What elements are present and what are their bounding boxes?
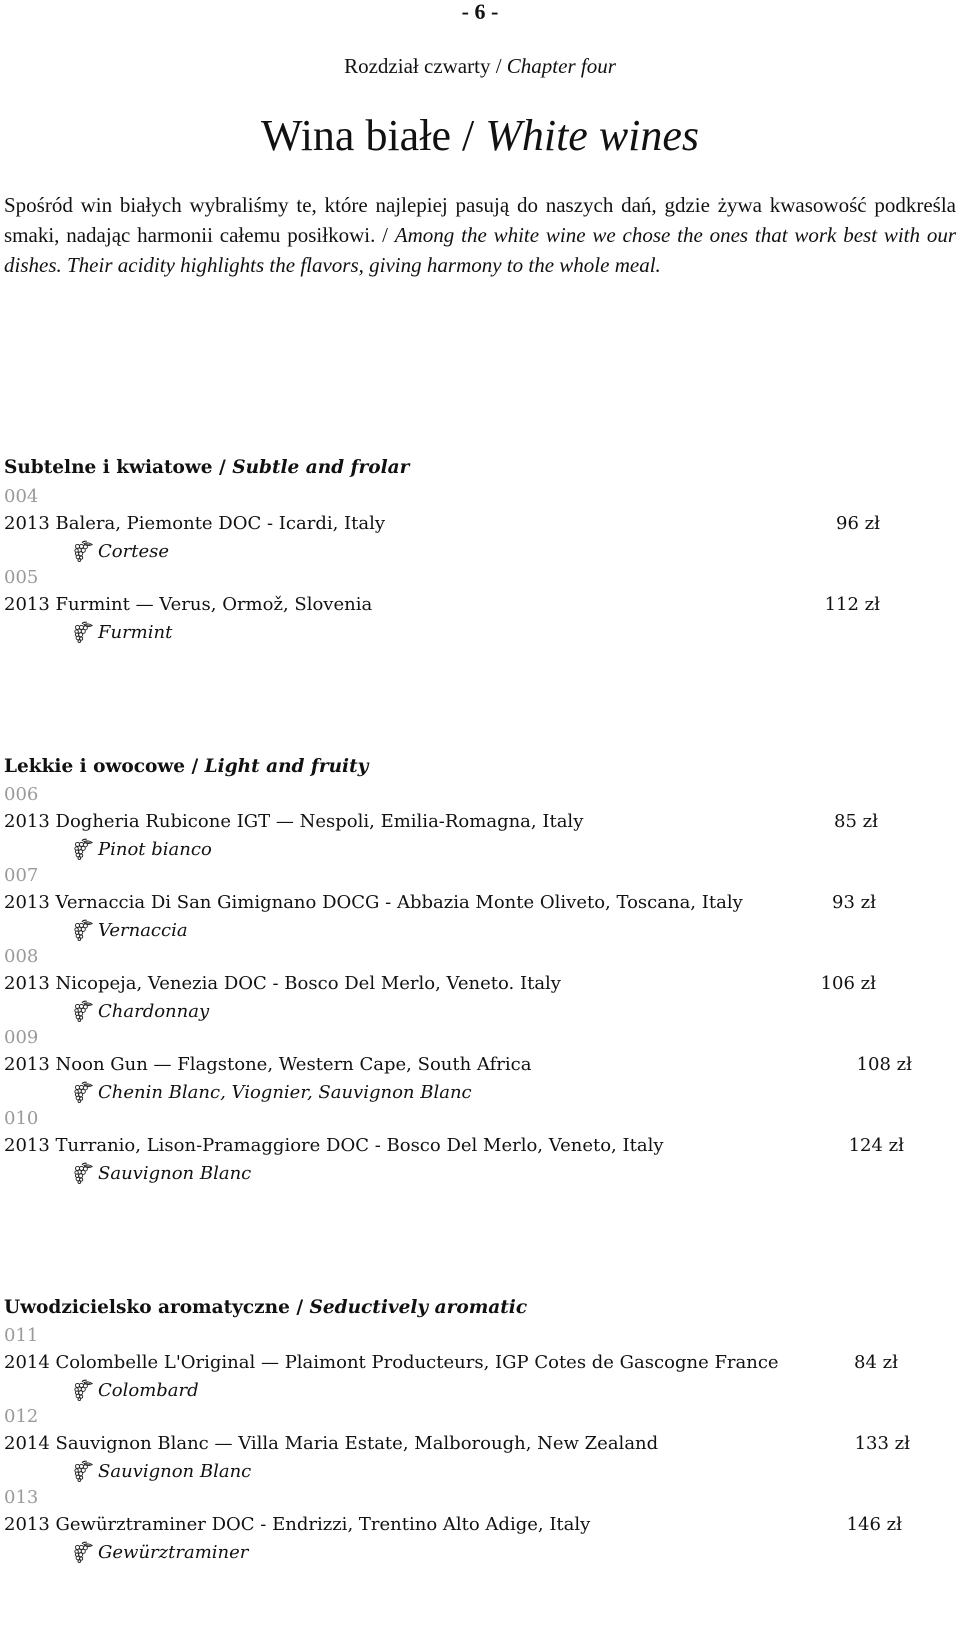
wine-name: 2013 Balera, Piemonte DOC - Icardi, Italy xyxy=(4,513,386,534)
wine-name: 2013 Gewürztraminer DOC - Endrizzi, Trentino Alto Adige, Italy xyxy=(4,1514,591,1535)
section-heading-subtle xyxy=(4,457,409,478)
wine-code: 010 xyxy=(4,1108,39,1129)
grape-variety xyxy=(72,1081,472,1103)
wine-code: 004 xyxy=(4,486,39,507)
grape-cluster-icon xyxy=(72,1081,94,1103)
grape-cluster-icon xyxy=(72,1460,94,1482)
wine-code: 013 xyxy=(4,1487,39,1508)
wine-code: 006 xyxy=(4,784,39,805)
grape-cluster-icon xyxy=(72,540,94,562)
section-heading-light xyxy=(4,756,368,777)
grape-cluster-icon xyxy=(72,838,94,860)
intro-paragraph xyxy=(4,190,956,280)
wine-name: 2013 Dogheria Rubicone IGT — Nespoli, Emilia-Romagna, Italy xyxy=(4,811,584,832)
wine-price: 108 zł xyxy=(856,1054,912,1075)
grape-variety xyxy=(72,1541,248,1563)
chapter-en: Chapter four xyxy=(506,54,616,78)
grape-label: Cortese xyxy=(98,540,169,562)
grape-variety xyxy=(72,1162,251,1184)
grape-variety xyxy=(72,838,212,860)
wine-code: 011 xyxy=(4,1325,39,1346)
wine-price: 93 zł xyxy=(832,892,876,913)
wine-code: 009 xyxy=(4,1027,39,1048)
wine-price: 146 zł xyxy=(846,1514,902,1535)
wine-code: 007 xyxy=(4,865,39,886)
wine-code: 012 xyxy=(4,1406,39,1427)
intro-pl: Spośród win białych wybraliśmy te, które najlepiej pasują do naszych dań, gdzie żywa kwasowość podkreśla smaki, nadając harmonii całemu posiłkowi. / xyxy=(4,193,956,247)
wine-code: 005 xyxy=(4,567,39,588)
grape-cluster-icon xyxy=(72,1379,94,1401)
grape-label: Chenin Blanc, Viognier, Sauvignon Blanc xyxy=(98,1081,472,1103)
grape-label: Chardonnay xyxy=(98,1000,210,1022)
wine-price: 106 zł xyxy=(820,973,876,994)
chapter-heading xyxy=(0,54,960,79)
wine-price: 133 zł xyxy=(854,1433,910,1454)
section-heading-en: Seductively aromatic xyxy=(309,1297,528,1318)
wine-name: 2013 Turranio, Lison-Pramaggiore DOC - Bosco Del Merlo, Veneto, Italy xyxy=(4,1135,664,1156)
wine-name: 2013 Vernaccia Di San Gimignano DOCG - Abbazia Monte Oliveto, Toscana, Italy xyxy=(4,892,743,913)
grape-cluster-icon xyxy=(72,1162,94,1184)
grape-variety xyxy=(72,1460,251,1482)
section-heading-pl: Subtelne i kwiatowe / xyxy=(4,457,233,478)
page-number: - 6 - xyxy=(461,0,499,24)
grape-variety xyxy=(72,621,172,643)
grape-cluster-icon xyxy=(72,621,94,643)
grape-label: Sauvignon Blanc xyxy=(98,1460,252,1482)
grape-variety xyxy=(72,1379,199,1401)
page-title xyxy=(0,110,960,162)
section-heading-en: Subtle and frolar xyxy=(232,457,410,478)
grape-label: Colombard xyxy=(98,1379,199,1401)
grape-cluster-icon xyxy=(72,919,94,941)
wine-code: 008 xyxy=(4,946,39,967)
section-heading-pl: Lekkie i owocowe / xyxy=(4,756,205,777)
wine-name: 2014 Sauvignon Blanc — Villa Maria Estate, Malborough, New Zealand xyxy=(4,1433,659,1454)
wine-price: 124 zł xyxy=(848,1135,904,1156)
grape-label: Furmint xyxy=(98,621,173,643)
wine-name: 2013 Noon Gun — Flagstone, Western Cape, South Africa xyxy=(4,1054,532,1075)
section-heading-pl: Uwodzicielsko aromatyczne / xyxy=(4,1297,310,1318)
grape-cluster-icon xyxy=(72,1541,94,1563)
wine-name: 2013 Furmint — Verus, Ormož, Slovenia xyxy=(4,594,373,615)
intro-en: Among the white wine we chose the ones that work best with our dishes. Their acidity highlights the flavors, giving harmony to the whole meal. xyxy=(4,223,956,277)
grape-label: Pinot bianco xyxy=(98,838,212,860)
grape-variety xyxy=(72,540,169,562)
grape-label: Sauvignon Blanc xyxy=(98,1162,252,1184)
chapter-pl: Rozdział czwarty / xyxy=(344,54,507,78)
wine-price: 84 zł xyxy=(854,1352,898,1373)
wine-name: 2014 Colombelle L'Original — Plaimont Producteurs, IGP Cotes de Gascogne France xyxy=(4,1352,779,1373)
title-en: White wines xyxy=(485,111,700,160)
wine-name: 2013 Nicopeja, Venezia DOC - Bosco Del Merlo, Veneto. Italy xyxy=(4,973,561,994)
wine-price: 96 zł xyxy=(836,513,880,534)
wine-price: 85 zł xyxy=(834,811,878,832)
grape-variety xyxy=(72,919,188,941)
wine-price: 112 zł xyxy=(824,594,880,615)
grape-variety xyxy=(72,1000,209,1022)
section-heading-en: Light and fruity xyxy=(204,756,369,777)
grape-cluster-icon xyxy=(72,1000,94,1022)
section-heading-aromatic xyxy=(4,1297,527,1318)
title-pl: Wina białe / xyxy=(260,111,486,160)
grape-label: Gewürztraminer xyxy=(98,1541,249,1563)
grape-label: Vernaccia xyxy=(98,919,188,941)
